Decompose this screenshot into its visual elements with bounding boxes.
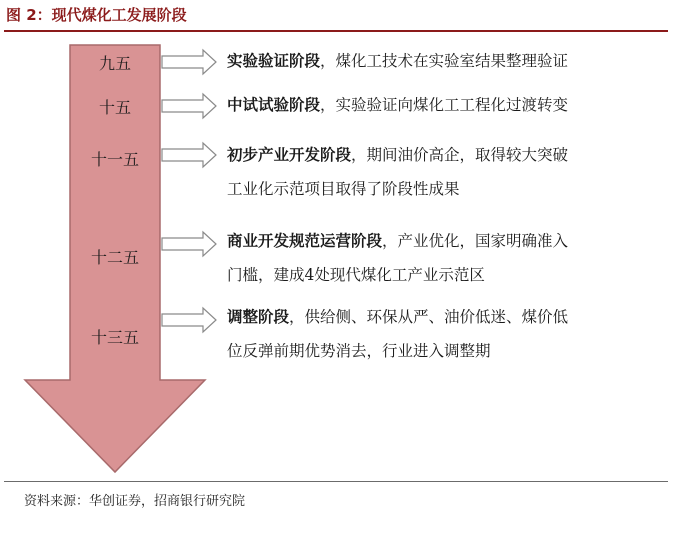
plan-label: 十五 xyxy=(98,98,131,117)
stage-desc-text: 位反弹前期优势消去，行业进入调整期 xyxy=(227,342,491,360)
connector-arrow xyxy=(162,143,216,167)
stage-desc-text: ，产业优化，国家明确准入 xyxy=(382,232,569,250)
stage-name: 商业开发规范运营阶段 xyxy=(227,231,383,250)
stage-line xyxy=(227,44,568,78)
stage-name: 实验验证阶段 xyxy=(227,51,321,70)
stage-desc-text: ，煤化工技术在实验室结果整理验证 xyxy=(320,52,569,70)
plan-label: 十二五 xyxy=(90,248,139,267)
stage-name: 调整阶段 xyxy=(227,307,290,326)
stage-description xyxy=(227,138,568,206)
stage-line xyxy=(227,334,568,368)
connector-arrow xyxy=(162,308,216,332)
source-note: 资料来源：华创证券，招商银行研究院 xyxy=(24,494,246,509)
stage-line xyxy=(227,300,568,334)
stage-description xyxy=(227,224,568,292)
connector-arrow xyxy=(162,232,216,256)
plan-label: 十一五 xyxy=(90,150,139,169)
figure-title: 图 2：现代煤化工发展阶段 xyxy=(6,6,187,24)
stage-desc-text: 工业化示范项目取得了阶段性成果 xyxy=(227,180,460,198)
stage-line xyxy=(227,224,568,258)
stage-description xyxy=(227,88,568,122)
stage-description xyxy=(227,44,568,78)
stage-desc-text: ，供给侧、环保从严、油价低迷、煤价低 xyxy=(289,308,569,326)
source-rule xyxy=(4,481,668,482)
connector-arrow xyxy=(162,94,216,118)
stage-line xyxy=(227,88,568,122)
stage-description xyxy=(227,300,568,368)
plan-label: 十三五 xyxy=(90,328,139,347)
connector-arrows xyxy=(162,50,216,332)
stage-name: 初步产业开发阶段 xyxy=(227,145,352,164)
stage-name: 中试试验阶段 xyxy=(227,95,321,114)
stage-desc-text: 门槛，建成4处现代煤化工产业示范区 xyxy=(227,266,485,284)
connector-arrow xyxy=(162,50,216,74)
stage-desc-text: ，实验验证向煤化工工程化过渡转变 xyxy=(320,96,569,114)
stage-line xyxy=(227,172,568,206)
stage-line xyxy=(227,258,568,292)
stage-line xyxy=(227,138,568,172)
stage-desc-text: ，期间油价高企，取得较大突破 xyxy=(351,146,569,164)
plan-label: 九五 xyxy=(98,54,131,73)
